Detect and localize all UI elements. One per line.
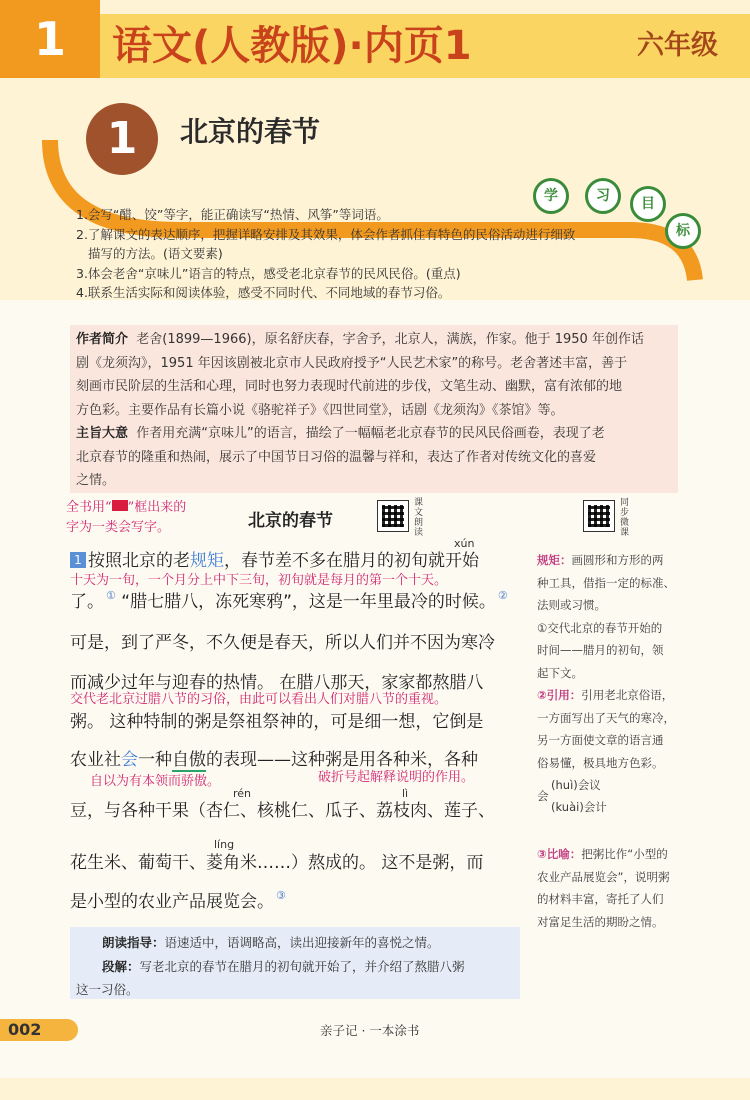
main-idea-label: 主旨大意: [76, 426, 129, 441]
page-title: 语文(人教版)·内页1: [112, 23, 472, 69]
side-notes: 规矩：画圆形和方形的两 种工具，借指一定的标准、 法则或习惯。 ①交代北京的春节开始的 时间——腊月的初旬，领 起下文。 ②引用：引用老北京俗语， 一方面写出了天气的寒冷， 另一方面使文章的语言通 俗易懂，极具地方色彩。 会 (huì)会议 (kuài)会计 ③比喻：把粥比作“小型的 农业产品展览会”，说明粥 的材料丰富，寄托了人们 对富足生活的期盼之情。: [537, 553, 675, 929]
footer-band: [0, 1078, 750, 1100]
author-intro-line: 老舍(1899—1966)，原名舒庆春，字舍予，北京人，满族，作家。他于 1950 年创作话: [136, 332, 644, 347]
objective-item: 3.体会老舍“京味儿”语言的特点，感受老北京春节的民风民俗。(重点): [76, 265, 461, 281]
text-line: 1 按照北京的老规矩，春节差不多在腊月的初旬就开始: [70, 546, 479, 571]
goal-badge-3: 目: [630, 186, 666, 222]
pinyin: lì: [402, 787, 409, 800]
reading-title: 北京的春节: [248, 511, 333, 531]
author-intro-label: 作者简介: [76, 332, 129, 347]
text-line: 是小型的农业产品展览会。 ③: [70, 889, 286, 912]
unit-number: 1: [0, 0, 100, 78]
handwritten-note: 交代老北京过腊八节的习俗，由此可以看出人们对腊八节的重视。: [70, 692, 448, 707]
red-box-icon: [112, 500, 128, 511]
goal-badge-1: 学: [533, 178, 569, 214]
author-intro-line: 刻画市民阶层的生活和心理，同时也努力表现时代前进的步伐，文笔生动、幽默，富有浓郁的地: [76, 379, 623, 394]
handwritten-note: 自以为有本领而骄傲。: [90, 774, 221, 789]
lesson-title: 北京的春节: [180, 115, 321, 148]
qr-code-icon[interactable]: [377, 500, 409, 532]
handwritten-note-instructions: 全书用“ ”框出来的 字为一类会写字。: [66, 500, 187, 535]
text-line: 豆，与各种干果（杏仁、核桃仁、瓜子、荔枝肉、莲子、: [70, 801, 495, 821]
text-line: 粥。 这种特制的粥是祭祖祭神的，可是细一想，它倒是: [70, 712, 484, 732]
text-line: 了。 ① “腊七腊八，冻死寒鸦”，这是一年里最冷的时候。 ②: [70, 589, 508, 612]
qr-label: 课文朗读: [414, 498, 424, 538]
footer-text: 亲子记 · 一本涂书: [320, 1023, 420, 1038]
author-intro: [76, 328, 674, 493]
learning-objectives: [76, 205, 656, 303]
main-idea-line: 作者用充满“京味儿”的语言，描绘了一幅幅老北京春节的民风民俗画卷，表现了老: [136, 426, 605, 441]
qr-code-icon[interactable]: [583, 500, 615, 532]
goal-badge-4: 标: [665, 213, 701, 249]
text-line: 而减少过年与迎春的热情。 在腊八那天，家家都熬腊八: [70, 673, 484, 693]
main-idea-line: 之情。: [76, 473, 116, 488]
handwritten-note: 十天为一旬，一个月分上中下三旬，初旬就是每月的第一个十天。: [70, 573, 448, 588]
paragraph-number: 1: [70, 552, 86, 568]
pinyin: rén: [233, 787, 252, 800]
author-intro-line: 方色彩。主要作品有长篇小说《骆驼祥子》《四世同堂》，话剧《龙须沟》《茶馆》等。: [76, 402, 564, 418]
pinyin: líng: [214, 838, 235, 851]
text-line: 花生米、葡萄干、菱角米……）熬成的。 这不是粥，而: [70, 853, 484, 873]
objective-item: 描写的方法。(语文要素): [88, 246, 223, 261]
grade-label: 六年级: [637, 30, 718, 61]
lesson-number: 1: [86, 103, 158, 175]
qr-label: 同步微课: [620, 498, 630, 538]
handwritten-note: 破折号起解释说明的作用。: [318, 770, 475, 785]
text-line: 农业社会一种自傲的表现——这种粥是用各种米，各种: [70, 750, 478, 770]
author-intro-line: 剧《龙须沟》，1951 年因该剧被北京市人民政府授予“人民艺术家”的称号。老舍著述丰富，善于: [76, 355, 628, 371]
objective-item: 1.会写“醋、饺”等字，能正确读写“热情、风筝”等词语。: [76, 207, 389, 222]
objective-item: 4.联系生活实际和阅读体验，感受不同时代、不同地域的春节习俗。: [76, 285, 451, 300]
page-number: 002: [0, 1019, 78, 1041]
tip-text: 朗读指导：语速适中，语调略高，读出迎接新年的喜悦之情。 段解：写老北京的春节在腊月的初旬就开始了，并介绍了熬腊八粥 这一习俗。: [76, 935, 465, 997]
main-idea-line: 北京春节的隆重和热闹，展示了中国节日习俗的温馨与祥和，表达了作者对传统文化的喜爱: [76, 449, 597, 465]
pinyin: xún: [454, 537, 475, 550]
text-line: 可是，到了严冬，不久便是春天，所以人们并不因为寒冷: [70, 633, 495, 653]
objective-item: 2.了解课文的表达顺序，把握详略安排及其效果，体会作者抓住有特色的民俗活动进行细致: [76, 226, 576, 242]
goal-badge-2: 习: [585, 178, 621, 214]
keyword: 规矩: [190, 551, 224, 571]
